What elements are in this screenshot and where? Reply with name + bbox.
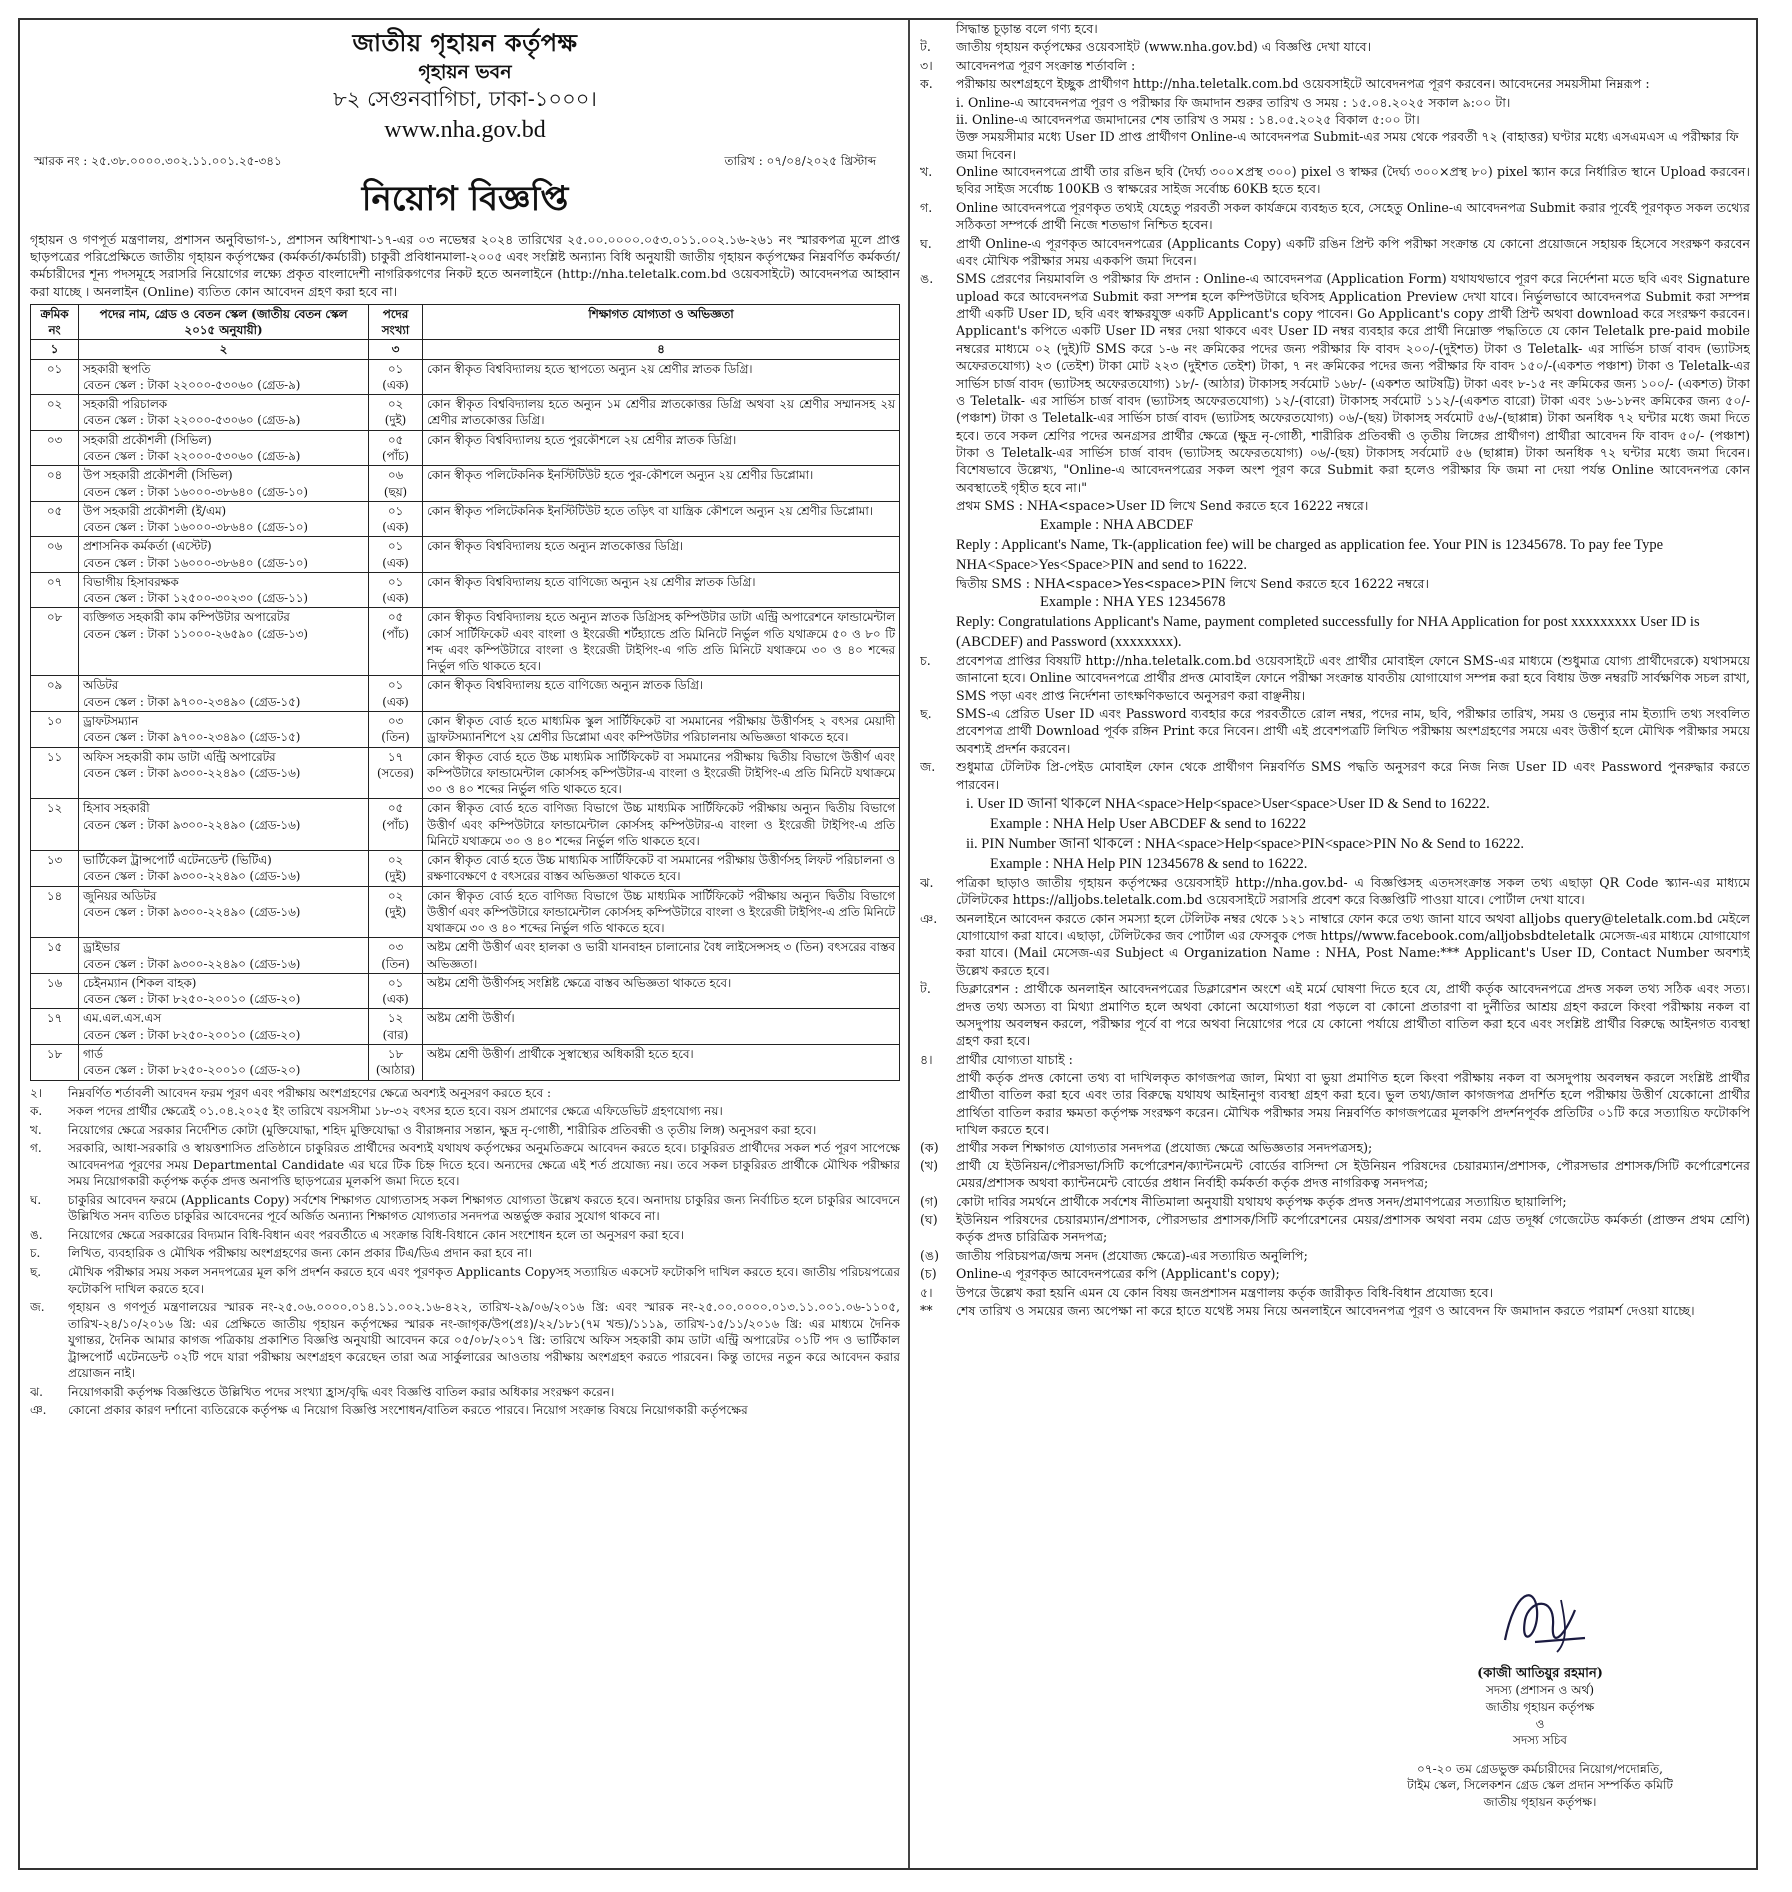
document-marker: (গ) (920, 1193, 939, 1209)
post-count-word: (তিন) (381, 730, 410, 745)
serial-cell: ১৮ (31, 1045, 79, 1081)
post-cell (79, 501, 369, 537)
post-cell (79, 537, 369, 573)
post-name: সহকারী প্রকৌশলী (সিভিল) (83, 432, 212, 447)
pay-scale: বেতন স্কেল : টাকা ১৬০০০-৩৮৬৪০ (গ্রেড-১০) (83, 484, 309, 499)
count-cell (369, 851, 423, 887)
condition-marker: ক. (30, 1104, 43, 1119)
qualification-cell: কোন স্বীকৃত বোর্ড হতে মাধ্যমিক স্কুল সার্টিফিকেট বা সমমানের পরীক্ষায় উত্তীর্ণসহ ২ বৎসর মেয়াদী ড্রাফটসম্যানশিপে ২য় শ্রেণীর ডিপ্লোমা এবং কম্পিউটার পরিচালনায় অভিজ্ঞতা থাকতে হবে। (423, 711, 900, 747)
post-name: এম.এল.এস.এস (83, 1011, 162, 1026)
condition-marker: ২। (30, 1085, 43, 1100)
conditions-list (30, 1085, 900, 1419)
count-cell (369, 938, 423, 974)
post-count: ০১ (387, 539, 404, 554)
item-kh-photo: খ. Online আবেদনপত্রে প্রার্থী তার রঙিন ছবি (দৈর্ঘ্য ৩০০×প্রস্থ ৩০০) pixel ও স্বাক্ষর (দৈর্ঘ্য ৩০০×প্রস্থ ৮০) pixel স্ক্যান করে নির্ধারিত স্থানে Upload করবেন। ছবির সাইজ সর্বোচ্চ 100KB ও স্বাক্ষরের সাইজ সর্বোচ্চ 60KB হতে হবে। (920, 164, 1750, 197)
pay-scale: বেতন স্কেল : টাকা ৯৭০০-২৩৪৯০ (গ্রেড-১৫) (83, 694, 301, 709)
section-4-title: ৪। প্রার্থীর যোগ্যতা যাচাই : (920, 1051, 1073, 1067)
memo-row (30, 147, 900, 170)
documents-list (920, 1139, 1750, 1320)
post-name: ভার্টিকেল ট্রান্সপোর্ট এটেনডেন্ট (ভিটিএ) (83, 853, 272, 868)
condition-text: সকল পদের প্রার্থীর ক্ষেত্রেই ০১.০৪.২০২৫ ইং তারিখে বয়সসীমা ১৮-৩২ বৎসর হতে হবে। বয়স প্রমাণের ক্ষেত্রে এফিডেভিট গ্রহণযোগ্য নয়। (68, 1104, 723, 1119)
post-count: ০৫ (387, 432, 404, 447)
condition-item (30, 1085, 900, 1102)
post-count-word: (এক) (382, 591, 409, 606)
qualification-cell: অষ্টম শ্রেণী উত্তীর্ণ। (423, 1009, 900, 1045)
sms-second-reply: Reply: Congratulations Applicant's Name, payment completed successfully for NHA Application for post xxxxxxxxx User ID is (ABCDEF) and Password (xxxxxxxx). (956, 613, 1700, 650)
post-count-word: (পাঁচ) (382, 448, 409, 463)
signatory-title-6: টাইম স্কেল, সিলেকশন গ্রেড স্কেল প্রদান সম্পর্কিত কমিটি (1407, 1778, 1673, 1793)
table-row (31, 395, 900, 431)
section-3-title: ৩। আবেদনপত্র পূরণ সংক্রান্ত শর্তাবলি : (920, 57, 1136, 73)
document-marker: (ঘ) (920, 1212, 938, 1227)
pay-scale: বেতন স্কেল : টাকা ৯৭০০-২৩৪৯০ (গ্রেড-১৫) (83, 730, 301, 745)
post-count: ০১ (387, 975, 404, 990)
post-count-word: (দুই) (384, 869, 407, 884)
signature-mark (1465, 1580, 1615, 1660)
recovery-userid: i. User ID জানা থাকলে NHA<space>Help<space>User<space>User ID & Send to 16222. (966, 795, 1490, 812)
col-num: ৩ (369, 340, 423, 359)
post-count: ১৮ (387, 1047, 404, 1062)
building-name: গৃহায়ন ভবন (418, 61, 512, 84)
table-row (31, 359, 900, 395)
signatory-title-5: ০৭-২০ তম গ্রেডভুক্ত কর্মচারীদের নিয়োগ/পদোন্নতি, (1417, 1761, 1663, 1776)
document-text: জাতীয় পরিচয়পত্র/জন্ম সনদ (প্রযোজ্য ক্ষেত্রে)-এর সত্যায়িত অনুলিপি; (956, 1247, 1308, 1263)
table-row (31, 466, 900, 502)
count-cell (369, 886, 423, 938)
serial-cell: ১৭ (31, 1009, 79, 1045)
document-text: উপরে উল্লেখ করা হয়নি এমন যে কোন বিষয় জনপ্রশাসন মন্ত্রণালয় কর্তৃক জারীকৃত বিধি-বিধান প্রযোজ্য হবে। (956, 1284, 1494, 1300)
letterhead (30, 20, 900, 147)
document-item (920, 1157, 1750, 1192)
item-g-info: গ. Online আবেদনপত্রে পূরণকৃত তথ্যই যেহেতু পরবর্তী সকল কার্যক্রমে ব্যবহৃত হবে, সেহেতু Online-এ আবেদনপত্র Submit করার পূর্বেই পূরণকৃত সকল তথ্যের সঠিকতা সম্পর্কে প্রার্থী নিজে শতভাগ নিশ্চিত হবেন। (920, 199, 1750, 233)
condition-text: নিম্নবর্ণিত শর্তাবলী আবেদন ফরম পূরণ এবং পরীক্ষায় অংশগ্রহণের ক্ষেত্রে অবশ্যই অনুসরণ করতে হবে : (68, 1085, 552, 1100)
count-cell (369, 676, 423, 712)
column-divider (908, 20, 910, 1868)
serial-cell: ০৮ (31, 608, 79, 676)
post-count-word: (এক) (382, 555, 409, 570)
table-row (31, 676, 900, 712)
serial-cell: ১৩ (31, 851, 79, 887)
post-name: ব্যক্তিগত সহকারী কাম কম্পিউটার অপারেটর (83, 610, 290, 625)
post-cell (79, 973, 369, 1009)
item-chh-download: ছ. SMS-এ প্রেরিত User ID এবং Password ব্যবহার করে পরবর্তীতে রোল নম্বর, পদের নাম, ছবি, পরীক্ষার তারিখ, সময় ও ভেন্যুর নাম ইত্যাদি তথ্য সংবলিত প্রবেশপত্র প্রার্থী Download পূর্বক রঙ্গিন Print করে নিবেন। প্রার্থী এই প্রবেশপত্রটি লিখিত পরীক্ষায় অংশগ্রহণের সময়ে এবং উত্তীর্ণ হলে মৌখিক পরীক্ষার সময়ে অবশ্যই প্রদর্শন করবেন। (920, 706, 1750, 756)
pay-scale: বেতন স্কেল : টাকা ৮২৫০-২০০১০ (গ্রেড-২০) (83, 1063, 301, 1078)
post-name: সহকারী স্থপতি (83, 361, 151, 376)
item-ny-help: ঞ. অনলাইনে আবেদন করতে কোন সমস্যা হলে টেলিটক নম্বর থেকে ১২১ নাম্বারে ফোন করে তথ্য জানা যাবে অথবা alljobs query@teletalk.com.bd মেইলে যোগাযোগ করা যাবে। এছাড়া, টেলিটকের জব পোর্টাল এর ফেসবুক পেজ https//www.facebook.com/alljobsbdteletalk মেসেজ-এর মাধ্যমে যোগাযোগ করা যাবে। (Mail মেসেজ-এর Subject এ Organization Name : NHA, Post Name:*** Applicant's User ID, Contact Number অবশ্যই উল্লেখ করতে হবে। (920, 910, 1750, 978)
post-count-word: (দুই) (384, 904, 407, 919)
col-num: ২ (79, 340, 369, 359)
pay-scale: বেতন স্কেল : টাকা ১৬০০০-৩৮৬৪০ (গ্রেড-১০) (83, 555, 309, 570)
pay-scale: বেতন স্কেল : টাকা ৯৩০০-২২৪৯০ (গ্রেড-১৬) (83, 765, 301, 780)
document-marker: (ঙ) (920, 1247, 940, 1263)
post-cell (79, 430, 369, 466)
left-column (30, 20, 900, 1868)
serial-cell: ১০ (31, 711, 79, 747)
post-count: ০১ (387, 361, 404, 376)
org-name: জাতীয় গৃহায়ন কর্তৃপক্ষ (352, 28, 578, 57)
post-count-word: (পাঁচ) (382, 817, 409, 832)
table-row (31, 886, 900, 938)
post-count: ০২ (387, 853, 404, 868)
count-cell (369, 973, 423, 1009)
condition-text: নিয়োগের ক্ষেত্রে সরকারের বিদ্যমান বিধি-বিধান এবং পরবর্তীতে এ সংক্রান্ত বিধি-বিধানে কোন সংশোধন হলে তা অনুসরণ করা হবে। (68, 1227, 684, 1242)
signatory-title-3: ও (1535, 1716, 1545, 1731)
document-text: প্রার্থীর সকল শিক্ষাগত যোগ্যতার সনদপত্র (প্রযোজ্য ক্ষেত্রে অভিজ্ঞতার সনদপত্রসহ); (956, 1139, 1373, 1155)
condition-text: চাকুরির আবেদন ফরমে (Applicants Copy) সর্বশেষ শিক্ষাগত যোগ্যতাসহ সকল শিক্ষাগত যোগ্যতা উল্লেখ করতে হবে। অনাদায় চাকুরির জন্য নির্বাচিত হলে চাকুরির আবেদনে উল্লিখিত সনদ ব্যতিত চাকুরির আবেদনের পূর্বে অর্জিত অন্যান্য শিক্ষাগত যোগ্যতার সনদপত্র অন্তর্ভুক্ত করার সুযোগ থাকবে না। (68, 1192, 900, 1224)
qualification-cell: কোন স্বীকৃত পলিটেকনিক ইনস্টিটিউট হতে পুর-কৌশলে অন্যুন ২য় শ্রেণীর ডিপ্লোমা। (423, 466, 900, 502)
item-tt-declaration: ট. ডিক্লারেশন : প্রার্থীকে অনলাইন আবেদনপত্রের ডিক্লারেশন অংশে এই মর্মে ঘোষণা দিতে হবে যে, প্রার্থী কর্তৃক আবেদনপত্রে প্রদত্ত সকল তথ্য সঠিক এবং সত্য। প্রদত্ত তথ্য অসত্য বা মিথ্যা প্রমাণিত হলে অথবা কোনো অযোগ্যতা ধরা পড়লে বা কোনো প্রতারণা বা দুর্নীতির আশ্রয় গ্রহণ করলে কিংবা পরীক্ষায় নকল বা অসদুপায় অবলম্বন করলে, পরীক্ষার পূর্বে বা পরে অথবা নিয়োগের পরে যে কোনো পর্যায়ে প্রার্থীতা বাতিল করা হবে এবং সংশ্লিষ্ট প্রার্থীর বিরুদ্ধে আইনগত ব্যবস্থা গ্রহণ করা হবে। (920, 981, 1750, 1049)
pay-scale: বেতন স্কেল : টাকা ৮২৫০-২০০১০ (গ্রেড-২০) (83, 1027, 301, 1042)
post-name: অডিটর (83, 678, 119, 693)
signatory-name: (কাজী আতিয়ুর রহমান) (1477, 1665, 1603, 1681)
table-header-row (31, 304, 900, 340)
qualification-cell: কোন স্বীকৃত বোর্ড হতে উচ্চ মাধ্যমিক সার্টিফিকেট বা সমমানের পরীক্ষায় দ্বিতীয় বিভাগে উত্তীর্ণ এবং কম্পিউটারে ফান্ডামেন্টাল কোর্সসহ কম্পিউটার-এ বাংলা ও ইংরেজী টাইপিং-এ প্রতি মিনিটে যথাক্রমে ৩০ ও ৪০ শব্দের নির্ভুল গতি থাকতে হবে। (423, 747, 900, 799)
post-cell (79, 851, 369, 887)
post-count: ০১ (387, 678, 404, 693)
continuation-line: সিদ্ধান্ত চূড়ান্ত বলে গণ্য হবে। (956, 21, 1098, 36)
post-count-word: (তিন) (381, 956, 410, 971)
condition-marker: ছ. (30, 1265, 42, 1280)
document-item (920, 1284, 1750, 1301)
application-note: উক্ত সময়সীমার মধ্যে User ID প্রাপ্ত প্রার্থীগণ Online-এ আবেদনপত্র Submit-এর সময় থেকে পরবর্তী ৭২ (বাহাত্তর) ঘণ্টার মধ্যে এসএমএস এ পরীক্ষার ফি জমা দিবেন। (956, 129, 1739, 162)
post-count-word: (ছয়) (383, 484, 408, 499)
condition-marker: ঙ. (30, 1227, 43, 1242)
count-cell (369, 395, 423, 431)
post-count: ০৫ (387, 801, 404, 816)
sms-second: দ্বিতীয় SMS : NHA<space>Yes<space>PIN লিখে Send করতে হবে 16222 নম্বরে। (956, 575, 1429, 591)
col-num: ১ (31, 340, 79, 359)
post-name: বিভাগীয় হিসাবরক্ষক (83, 574, 179, 589)
qualification-cell: কোন স্বীকৃত পলিটেকনিক ইনস্টিটিউট হতে তড়িৎ বা যান্ত্রিক কৌশলে অন্যুন ২য় শ্রেণীর ডিপ্লোমা। (423, 501, 900, 537)
signatory-title-7: জাতীয় গৃহায়ন কর্তৃপক্ষ। (1483, 1794, 1597, 1809)
condition-marker: গ. (30, 1141, 42, 1156)
condition-marker: চ. (30, 1246, 41, 1261)
condition-marker: ঘ. (30, 1192, 42, 1207)
table-row (31, 1009, 900, 1045)
post-name: উপ সহকারী প্রকৌশলী (সিভিল) (83, 468, 233, 483)
item-k-application: ক. পরীক্ষায় অংশগ্রহণে ইচ্ছুক প্রার্থীগণ http://nha.teletalk.com.bd ওয়েবসাইটে আবেদনপত্র পূরণ করবেন। আবেদনের সময়সীমা নিম্নরূপ : (920, 76, 1650, 92)
condition-text: নিয়োগকারী কর্তৃপক্ষ বিজ্ঞপ্তিতে উল্লিখিত পদের সংখ্যা হ্রাস/বৃদ্ধি এবং বিজ্ঞপ্তি বাতিল করার অধিকার সংরক্ষণ করেন। (68, 1384, 615, 1399)
post-count-word: (পাঁচ) (382, 626, 409, 641)
post-name: অফিস সহকারী কাম ডাটা এন্ট্রি অপারেটর (83, 749, 276, 764)
serial-cell: ০৬ (31, 537, 79, 573)
condition-item (30, 1103, 900, 1120)
condition-item (30, 1402, 900, 1419)
signatory-title-4: সদস্য সচিব (1513, 1733, 1567, 1748)
qualification-cell: কোন স্বীকৃত বিশ্ববিদ্যালয় হতে বাণিজ্যে অন্যুন ২য় শ্রেণীর স্নাতক ডিগ্রি। (423, 572, 900, 608)
count-cell (369, 1045, 423, 1081)
item-jh-qr: ঝ. পত্রিকা ছাড়াও জাতীয় গৃহায়ন কর্তৃপক্ষের ওয়েবসাইট http://nha.gov.bd- এ বিজ্ঞপ্তিসহ এতদসংক্রান্ত সকল তথ্য এছাড়া QR Code স্ক্যান-এর মাধ্যমে টেলিটকের https://alljobs.teletalk.com.bd ওয়েবসাইটে সরাসরি প্রবেশ করে বিজ্ঞপ্তিটি পাওয়া যাবে। পোর্টাল দেখা যাবে। (920, 874, 1750, 908)
col-header-post: পদের নাম, গ্রেড ও বেতন স্কেল (জাতীয় বেতন স্কেল ২০১৫ অনুযায়ী) (79, 304, 369, 340)
post-cell (79, 572, 369, 608)
col-num: ৪ (423, 340, 900, 359)
count-cell (369, 466, 423, 502)
count-cell (369, 1009, 423, 1045)
serial-cell: ১১ (31, 747, 79, 799)
sms-first-reply: Reply : Applicant's Name, Tk-(application fee) will be charged as application fee. Your PIN is 12345678. To pay fee Type NHA<Space>Yes<Space>PIN and send to 16222. (956, 536, 1664, 573)
table-row (31, 851, 900, 887)
post-count: ১২ (387, 1011, 404, 1026)
document-text: শেষ তারিখ ও সময়ের জন্য অপেক্ষা না করে হাতে যথেষ্ট সময় নিয়ে অনলাইনে আবেদনপত্র পূরণ ও আবেদন ফি জমাদান করতে পরামর্শ দেওয়া যাচ্ছে। (956, 1302, 1695, 1318)
memo-date: তারিখ : ০৭/০৪/২০২৫ খ্রিস্টাব্দ (724, 154, 876, 169)
item-j-recovery: জ. শুধুমাত্র টেলিটক প্রি-পেইড মোবাইল ফোন থেকে প্রার্থীগণ নিম্নবর্ণিত SMS পদ্ধতি অনুসরণ করে নিজ নিজ User ID এবং Password পুনরুদ্ধার করতে পারবেন। (920, 759, 1750, 792)
col-header-count: পদের সংখ্যা (369, 304, 423, 340)
pay-scale: বেতন স্কেল : টাকা ২২০০০-৫৩০৬০ (গ্রেড-৯) (83, 377, 301, 392)
post-cell (79, 1009, 369, 1045)
post-cell (79, 466, 369, 502)
serial-cell: ১৪ (31, 886, 79, 938)
condition-marker: খ. (30, 1122, 42, 1137)
serial-cell: ০৯ (31, 676, 79, 712)
item-ch-admit: চ. প্রবেশপত্র প্রাপ্তির বিষয়টি http://nha.teletalk.com.bd ওয়েবসাইটে এবং প্রার্থীর মোবাইল ফোনে SMS-এর মাধ্যমে (শুধুমাত্র যোগ্য প্রার্থীদেরকে) যথাসময়ে জানানো হবে। Online আবেদনপত্রে প্রার্থীর প্রদত্ত মোবাইল ফোনে পরীক্ষা সংক্রান্ত যাবতীয় যোগাযোগ সম্পন্ন করা হবে বিধায় উক্ত নম্বরটি সার্বক্ষণিক সচল রাখা, SMS পড়া এবং প্রাপ্ত নির্দেশনা তাৎক্ষণিকভাবে অনুসরণ করা বাঞ্ছনীয়। (920, 652, 1750, 703)
qualification-cell: কোন স্বীকৃত বিশ্ববিদ্যালয় হতে স্থাপত্যে অন্যুন ২য় শ্রেণীর স্নাতক ডিগ্রি। (423, 359, 900, 395)
condition-marker: জ. (30, 1300, 45, 1315)
condition-item (30, 1245, 900, 1262)
org-website[interactable]: www.nha.gov.bd (384, 117, 546, 144)
condition-text: নিয়োগের ক্ষেত্রে সরকার নির্দেশিত কোটা (মুক্তিযোদ্ধা, শহিদ মুক্তিযোদ্ধা ও বীরাঙ্গনার সন্তান, ক্ষুদ্র নৃ-গোষ্ঠী, শারীরিক প্রতিবন্ধী ও তৃতীয় লিঙ্গ) অনুসরণ করা হবে। (68, 1122, 817, 1137)
sms-second-example: Example : NHA YES 12345678 (1040, 593, 1226, 610)
recovery-pin: ii. PIN Number জানা থাকলে : NHA<space>Help<space>PIN<space>PIN No & Send to 16222. (966, 835, 1525, 852)
condition-item (30, 1299, 900, 1382)
notice-title: নিয়োগ বিজ্ঞপ্তি (361, 178, 569, 219)
count-cell (369, 711, 423, 747)
condition-text: মৌখিক পরীক্ষার সময় সকল সনদপত্রের মূল কপি প্রদর্শন করতে হবে এবং পূরণকৃত Applicants Copyসহ সত্যায়িত একসেট ফটোকপি দাখিল করতে হবে। জাতীয় পরিচয়পত্রের ফটোকপি দাখিল করতে হবে। (68, 1265, 900, 1296)
item-t-website: ট. জাতীয় গৃহায়ন কর্তৃপক্ষের ওয়েবসাইট (www.nha.gov.bd) এ বিজ্ঞপ্তি দেখা যাবে। (920, 39, 1372, 55)
condition-marker: ঞ. (30, 1403, 47, 1418)
document-text: ইউনিয়ন পরিষদের চেয়ারম্যান/প্রশাসক, পৌরসভার প্রশাসক/সিটি কর্পোরেশনের মেয়র/প্রশাসক অথবা নবম গ্রেড তদূর্ধ্ব গেজেটেড কর্মকর্তা (প্রাক্তন প্রথম শ্রেণি) কর্তৃক প্রদত্ত চারিত্রিক সনদপত্র; (956, 1212, 1750, 1245)
count-cell (369, 537, 423, 573)
post-name: প্রশাসনিক কর্মকর্তা (এস্টেট) (83, 539, 212, 554)
table-row (31, 430, 900, 466)
table-row (31, 973, 900, 1009)
pay-scale: বেতন স্কেল : টাকা ৯৩০০-২২৪৯০ (গ্রেড-১৬) (83, 869, 301, 884)
right-column (920, 20, 1750, 1868)
qualification-cell: অষ্টম শ্রেণী উত্তীর্ণ। প্রার্থীকে সুস্বাস্থ্যের অধিকারী হতে হবে। (423, 1045, 900, 1081)
post-cell (79, 1045, 369, 1081)
post-count: ০২ (387, 397, 404, 412)
condition-text: কোনো প্রকার কারণ দর্শানো ব্যতিরেকে কর্তৃপক্ষ এ নিয়োগ বিজ্ঞপ্তি সংশোধন/বাতিল করতে পারবে। নিয়োগ সংক্রান্ত বিষয়ে নিয়োগকারী কর্তৃপক্ষের (68, 1403, 748, 1418)
post-cell (79, 938, 369, 974)
document-item (920, 1193, 1750, 1210)
pay-scale: বেতন স্কেল : টাকা ১১০০০-২৬৫৯০ (গ্রেড-১৩) (83, 626, 309, 641)
table-row (31, 501, 900, 537)
item-ng-sms: ঙ. SMS প্রেরণের নিয়মাবলি ও পরীক্ষার ফি প্রদান : Online-এ আবেদনপত্র (Application Form) যথাযথভাবে পূরণ করে নির্দেশনা মতে ছবি এবং Signature upload করে আবেদনপত্র Submit করা সম্পন্ন হলে কম্পিউটারে ছবিসহ Application Preview দেখা যাবে। নির্ভুলভাবে আবেদনপত্র Submit করা সম্পন্ন প্রার্থী একটি User ID, ছবি এবং স্বাক্ষরযুক্ত একটি Applicant's copy পাবেন। Go Applicant's copy প্রার্থী প্রিন্ট অথবা download করে সংরক্ষণ করবেন। Applicant's কপিতে একটি User ID নম্বর দেয়া থাকবে এবং User ID নম্বর ব্যবহার করে প্রার্থী নিম্নোক্ত পদ্ধতিতে যে কোন Teletalk pre-paid mobile নম্বরের মাধ্যমে ০২ (দুই)টি SMS করে ১-৬ নং ক্রমিকের পদের জন্য পরীক্ষার ফি বাবদ ২০০/-(দুইশত) টাকা ও Teletalk- এর সার্ভিস চার্জ বাবদ (ভ্যাটসহ অফেরতযোগ্য) ২৩ (তেইশ) টাকা মোট ২২৩ (দুইশত তেইশ) টাকা, ৭ নং ক্রমিকের পদের জন্য পরীক্ষার ফি বাবদ ১৫০/-(একশত পঞ্চাশ) টাকা ও Teletalk-এর সার্ভিস চার্জ বাবদ (ভ্যাটসহ অফেরতযোগ্য) ১৮/- (আঠার) টাকাসহ সর্বমোট ১৬৮/- (একশত আটষট্টি) টাকা এবং ৮-১৫ নং ক্রমিকের জন্য ১০০/- (একশত) টাকা ও Teletalk- এর সার্ভিস চার্জ বাবদ (ভ্যাটসহ অফেরতযোগ্য) ১২/-(বারো) টাকাসহ সর্বমোট ১১২/-(একশত বারো) টাকা এবং ১৬-১৮নং ক্রমিকের জন্য ৫০/- (পঞ্চাশ) টাকা ও Teletalk-এর সার্ভিস চার্জ বাবদ (ভ্যাটসহ অফেরতযোগ্য) ০৬/-(ছয়) টাকাসহ সর্বমোট ৫৬/-(ছাপ্পান্ন) টাকা অনধিক ৭২ ঘন্টার মধ্যে জমা দিতে হবে। তবে সকল শ্রেণির পদের অনগ্রসর প্রার্থীর ক্ষেত্রে (ক্ষুদ্র নৃ-গোষ্ঠী, শারীরিক প্রতিবন্ধী ও তৃতীয় লিঙ্গের প্রার্থীগণ) প্রার্থীরা আবেদন ফি বাবদ ৫০/- (পঞ্চাশ) টাকা ও Teletalk-এর সার্ভিস চার্জ বাবদ (ভ্যাটসহ অফেরতযোগ্য) ০৬/-(ছয়) টাকাসহ সর্বমোট ৫৬ (ছাপ্পান্ন) টাকা অনধিক ৭২ ঘন্টার মধ্যে জমা দিবেন। বিশেষভাবে উল্লেখ্য, "Online-এ আবেদনপত্রের সকল অংশ পূরণ করে Submit করা হলেও পরীক্ষার ফি জমা না দেয়া পর্যন্ত Online আবেদনপত্র কোন অবস্থাতেই গৃহীত হবে না।" (920, 271, 1750, 495)
document-item (920, 1265, 1750, 1282)
signatory-title-2: জাতীয় গৃহায়ন কর্তৃপক্ষ (1485, 1700, 1595, 1715)
post-name: ড্রাইভার (83, 940, 120, 955)
post-count: ০২ (387, 888, 404, 903)
document-marker: (চ) (920, 1266, 937, 1282)
pay-scale: বেতন স্কেল : টাকা ১৬০০০-৩৮৬৪০ (গ্রেড-১০) (83, 520, 309, 535)
memo-number: স্মারক নং : ২৫.৩৮.০০০০.৩০২.১১.০০১.২৫-৩৪১ (34, 154, 282, 169)
table-row (31, 938, 900, 974)
condition-text: গৃহায়ন ও গণপূর্ত মন্ত্রণালয়ের স্মারক নং-২৫.০৬.০০০০.০১৪.১১.০০২.১৬-৪২২, তারিখ-২৯/০৬/২০১৬ খ্রি: এবং স্মারক নং-২৫.০০.০০০০.০১৩.১১.০০১.০৬-১১০৫, তারিখ-২৪/১০/২০১৬ খ্রি: এর প্রেক্ষিতে জাতীয় গৃহায়ন কর্তৃপক্ষের স্মারক নং-জাগৃক/উপ(প্রঃ)/২২/১৮১(৭ম খন্ড)/১১১৯, তারিখ-১৫/১১/২০১৬ খ্রি: এর মাধ্যমে দৈনিক যুগান্তর, দৈনিক আমার কাগজ পত্রিকায় প্রকাশিত বিজ্ঞপ্তি অনুযায়ী আবেদন করে ০৫/০৮/২০১৭ খ্রি: তারিখে অফিস সহকারী কাম ডাটা এন্ট্রি অপারেটর ০১টি পদ ও ভার্টিকাল ট্রান্সপোর্ট এটেনডেন্ট ০২টি পদে যারা পরীক্ষায় অংশগ্রহণ করেছেন তারা অত্র সার্কুলারের আওতায় পরীক্ষায় অংশগ্রহণ করতে পারবেন। কিন্তু তাদের নতুন করে আবেদন করার প্রয়োজন নাই। (68, 1300, 900, 1381)
post-name: গার্ড (83, 1047, 103, 1062)
count-cell (369, 799, 423, 851)
intro-paragraph: গৃহায়ন ও গণপূর্ত মন্ত্রণালয়, প্রশাসন অনুবিভাগ-১, প্রশাসন অধিশাখা-১৭-এর ০৩ নভেম্বর ২০২৪ তারিখের ২৫.০০.০০০০.০৫৩.০১১.০০২.১৬-২৬১ নং স্মারকপত্র মূলে প্রাপ্ত ছাড়পত্রের পরিপ্রেক্ষিতে জাতীয় গৃহায়ন কর্তৃপক্ষের (কর্মকর্তা/কর্মচারী) চাকুরী প্রবিধানমালা-২০০৫ এবং সংশ্লিষ্ট অন্যান্য বিধি অনুযায়ী জাতীয় গৃহায়ন কর্তৃপক্ষের নিম্নবর্ণিত কর্মকর্তা/কর্মচারীদের শূন্য পদসমূহে সরাসরি নিয়োগের লক্ষ্যে প্রকৃত বাংলাদেশী নাগরিকগণের নিকট হতে অনলাইনে (http://nha.teletalk.com.bd ওয়েবসাইটে) আবেদনপত্র আহ্বান করা যাচ্ছে । অনলাইন (Online) ব্যতিত কোন আবেদন গ্রহণ করা হবে না। (30, 231, 900, 299)
post-count-word: (দুই) (384, 413, 407, 428)
document-marker: ** (920, 1302, 933, 1318)
pay-scale: বেতন স্কেল : টাকা ৯৩০০-২২৪৯০ (গ্রেড-১৬) (83, 956, 301, 971)
signatory-title-1: সদস্য (প্রশাসন ও অর্থ) (1485, 1683, 1595, 1698)
table-row (31, 572, 900, 608)
table-row (31, 1045, 900, 1081)
condition-item (30, 1264, 900, 1297)
count-cell (369, 572, 423, 608)
pay-scale: বেতন স্কেল : টাকা ৯৩০০-২২৪৯০ (গ্রেড-১৬) (83, 904, 301, 919)
count-cell (369, 501, 423, 537)
post-count-word: (বার) (382, 1027, 409, 1042)
condition-marker: ঝ. (30, 1384, 43, 1399)
document-marker: (খ) (920, 1157, 939, 1173)
serial-cell: ০৭ (31, 572, 79, 608)
document-item (920, 1139, 1750, 1156)
post-cell (79, 359, 369, 395)
document-text: Online-এ পূরণকৃত আবেদনপত্রের কপি (Applicant's copy); (956, 1266, 1280, 1282)
condition-text: সরকারি, আধা-সরকারি ও স্বায়ত্তশাসিত প্রতিষ্ঠানে চাকুরিরত প্রার্থীদের অবশ্যই যথাযথ কর্তৃপক্ষের অনুমতিক্রমে আবেদন করতে হবে। চাকুরিরত প্রার্থীদের সকল শর্ত পূরণ সাপেক্ষে আবেদনপত্র পূরণের সময় Departmental Candidate এর ঘরে টিক চিহ্ন দিতে হবে। অন্যদের ক্ষেত্রে এই শর্ত প্রযোজ্য নয়। তবে সকল চাকুরিরত প্রার্থীকে মৌখিক পরীক্ষার সময় নিয়োগকারী কর্তৃপক্ষ কর্তৃক প্রদত্ত অনাপত্তি ছাড়পত্রের মূলকপি জমা দিতে হবে। (68, 1141, 900, 1189)
count-cell (369, 608, 423, 676)
qualification-cell: কোন স্বীকৃত বিশ্ববিদ্যালয় হতে পুরকৌশলে ২য় শ্রেণীর স্নাতক ডিগ্রি। (423, 430, 900, 466)
post-count: ০৩ (387, 713, 404, 728)
sms-first: প্রথম SMS : NHA<space>User ID লিখে Send করতে হবে 16222 নম্বরে। (956, 498, 1369, 514)
serial-cell: ১২ (31, 799, 79, 851)
serial-cell: ০৩ (31, 430, 79, 466)
post-name: উপ সহকারী প্রকৌশলী (ই/এম) (83, 503, 227, 518)
post-count-word: (এক) (382, 377, 409, 392)
post-cell (79, 799, 369, 851)
post-count-word: (এক) (382, 520, 409, 535)
application-start: i. Online-এ আবেদনপত্র পূরণ ও পরীক্ষার ফি জমাদান শুরুর তারিখ ও সময় : ১৫.০৪.২০২৫ সকাল ৯:০০ টা। (956, 94, 1511, 110)
post-cell (79, 395, 369, 431)
pay-scale: বেতন স্কেল : টাকা ২২০০০-৫৩০৬০ (গ্রেড-৯) (83, 413, 301, 428)
qualification-cell: অষ্টম শ্রেণী উত্তীর্ণসহ সংশ্লিষ্ট ক্ষেত্রে বাস্তব অভিজ্ঞতা থাকতে হবে। (423, 973, 900, 1009)
serial-cell: ০২ (31, 395, 79, 431)
pay-scale: বেতন স্কেল : টাকা ২২০০০-৫৩০৬০ (গ্রেড-৯) (83, 448, 301, 463)
item-gh-copy: ঘ. প্রার্থী Online-এ পূরণকৃত আবেদনপত্রের (Applicants Copy) একটি রঙিন প্রিন্ট কপি পরীক্ষা সংক্রান্ত যে কোনো প্রয়োজনে সহায়ক হিসেবে সংরক্ষণ করবেন এবং মৌখিক পরীক্ষার সময় এককপি জমা দিবেন। (920, 235, 1750, 268)
qualification-cell: কোন স্বীকৃত বিশ্ববিদ্যালয় হতে বাণিজ্যে অন্যুন স্নাতক ডিগ্রি। (423, 676, 900, 712)
qualification-cell: কোন স্বীকৃত বোর্ড হতে উচ্চ মাধ্যমিক সার্টিফিকেট বা সমমানের পরীক্ষায় উত্তীর্ণসহ লিফট পরিচালনা ও রক্ষণাবেক্ষণে ৫ বৎসরের বাস্তব অভিজ্ঞতা থাকতে হবে। (423, 851, 900, 887)
serial-cell: ০১ (31, 359, 79, 395)
signature-block (1390, 1580, 1690, 1810)
table-number-row (31, 340, 900, 359)
condition-item (30, 1384, 900, 1401)
post-name: সহকারী পরিচালক (83, 397, 167, 412)
table-row (31, 711, 900, 747)
posts-table (30, 304, 900, 1081)
qualification-cell: অষ্টম শ্রেণী উত্তীর্ণ এবং হালকা ও ভারী যানবাহন চালানোর বৈধ লাইসেন্সসহ ৩ (তিন) বৎসরের বাস্তব অভিজ্ঞতা। (423, 938, 900, 974)
post-count: ০১ (387, 503, 404, 518)
section-4-body: প্রার্থী কর্তৃক প্রদত্ত কোনো তথ্য বা দাখিলকৃত কাগজপত্র জাল, মিথ্যা বা ভুয়া প্রমাণিত হলে কিংবা পরীক্ষায় নকল বা অসদুপায় অবলম্বন করলে সংশ্লিষ্ট প্রার্থীর প্রার্থীতা বাতিল করা হবে এবং তার বিরুদ্ধে যথাযথ আইনানুগ ব্যবস্থা গ্রহণ করা হবে। ভুল তথ্য/জাল কাগজপত্র প্রদর্শিত হলে পরীক্ষায় উত্তীর্ণ যেকোনো প্রার্থীর প্রার্থিতা বাতিল করার ক্ষমতা কর্তৃপক্ষ সংরক্ষণ করেন। মৌখিক পরীক্ষার সময় নিম্নবর্ণিত কাগজপত্রের মূলকপি প্রদর্শনপূর্বক প্রতিটির ০১টি করে সত্যায়িত ফটোকপি দাখিল করতে হবে। (956, 1070, 1750, 1138)
post-count-word: (এক) (382, 992, 409, 1007)
condition-text: লিখিত, ব্যবহারিক ও মৌখিক পরীক্ষায় অংশগ্রহণের জন্য কোন প্রকার টিএ/ডিএ প্রদান করা হবে না। (68, 1246, 533, 1261)
serial-cell: ১৫ (31, 938, 79, 974)
post-count: ০১ (387, 574, 404, 589)
table-row (31, 537, 900, 573)
qualification-cell: কোন স্বীকৃত বোর্ড হতে বাণিজ্য বিভাগে উচ্চ মাধ্যমিক সার্টিফিকেট পরীক্ষায় অন্যুন দ্বিতীয় বিভাগে উত্তীর্ণ এবং কম্পিউটারে ফান্ডামেন্টাল কোর্সসহ কম্পিউটার-এ বাংলা ও ইংরেজী টাইপিং-এ প্রতি মিনিটে যথাক্রমে ৩০ ও ৪০ শব্দের নির্ভুল গতি থাকতে হবে। (423, 799, 900, 851)
table-row (31, 747, 900, 799)
sms-first-example: Example : NHA ABCDEF (1040, 516, 1194, 533)
pay-scale: বেতন স্কেল : টাকা ৯৩০০-২২৪৯০ (গ্রেড-১৬) (83, 817, 301, 832)
application-end: ii. Online-এ আবেদনপত্র জমাদানের শেষ তারিখ ও সময় : ১৪.০৫.২০২৫ বিকাল ৫:০০ টা। (956, 111, 1420, 127)
pay-scale: বেতন স্কেল : টাকা ৮২৫০-২০০১০ (গ্রেড-২০) (83, 992, 301, 1007)
qualification-cell: কোন স্বীকৃত বিশ্ববিদ্যালয় হতে অন্যুন ১ম শ্রেণীর স্নাতকোত্তর ডিগ্রি অথবা ২য় শ্রেণীর সম্মানসহ ২য় শ্রেণীর স্নাতকোত্তর ডিগ্রি। (423, 395, 900, 431)
post-count: ০৬ (387, 468, 404, 483)
document-marker: ৫। (920, 1284, 933, 1300)
qualification-cell: কোন স্বীকৃত বিশ্ববিদ্যালয় হতে অন্যুন স্নাতক ডিগ্রিসহ কম্পিউটার ডাটা এন্ট্রি অপারেশনে ফান্ডামেন্টাল কোর্স সার্টিফিকেট এবং বাংলা ও ইংরেজী শর্টহ্যান্ডে প্রতি মিনিটে নির্ভুল গতি যথাক্রমে ৫০ ও ৮০ টি শব্দ এবং কম্পিউটারে বাংলা ও ইংরেজী টাইপিং-এ গতি প্রতি মিনিটে যথাক্রমে ৩০ ও ৪০ শব্দের নির্ভুল গতি থাকতে হবে। (423, 608, 900, 676)
recovery-userid-example: Example : NHA Help User ABCDEF & send to 16222 (990, 815, 1307, 832)
document-marker: (ক) (920, 1139, 939, 1155)
serial-cell: ০৫ (31, 501, 79, 537)
table-row (31, 799, 900, 851)
post-count-word: (সতের) (376, 765, 415, 780)
serial-cell: ০৪ (31, 466, 79, 502)
post-cell (79, 711, 369, 747)
post-name: ড্রাফটসম্যান (83, 713, 139, 728)
post-cell (79, 747, 369, 799)
table-body (31, 359, 900, 1080)
condition-item (30, 1140, 900, 1190)
document-text: কোটা দাবির সমর্থনে প্রার্থীকে সর্বশেষ নীতিমালা অনুযায়ী যথাযথ কর্তৃপক্ষ কর্তৃক প্রদত্ত সনদ/প্রমাণপত্রের সত্যায়িত ছায়ালিপি; (956, 1193, 1567, 1209)
qualification-cell: কোন স্বীকৃত বোর্ড হতে বাণিজ্য বিভাগে উচ্চ মাধ্যমিক সার্টিফিকেট পরীক্ষায় অন্যুন দ্বিতীয় বিভাগে উত্তীর্ণ এবং কম্পিউটারে ফান্ডামেন্টাল কোর্সসহ কম্পিউটারে বাংলা ও ইংরেজী টাইপিং-এ প্রতি মিনিটে যথাক্রমে ৩০ ও ৪০ শব্দের নির্ভুল গতি থাকতে হবে। (423, 886, 900, 938)
org-address: ৮২ সেগুনবাগিচা, ঢাকা-১০০০। (333, 87, 597, 112)
post-count-word: (এক) (382, 694, 409, 709)
document-text: প্রার্থী যে ইউনিয়ন/পৌরসভা/সিটি কর্পোরেশন/ক্যান্টনমেন্ট বোর্ডের বাসিন্দা সে ইউনিয়ন পরিষদের চেয়ারম্যান/প্রশাসক, পৌরসভার প্রশাসক/সিটি কর্পোরেশনের মেয়র/প্রশাসক অথবা ক্যান্টনমেন্ট বোর্ডের প্রধান নির্বাহী কর্মকর্তা কর্তৃক প্রদত্ত নাগরিকত্ব সনদপত্র; (956, 1157, 1750, 1191)
post-name: জুনিয়র অডিটর (83, 888, 157, 903)
recovery-pin-example: Example : NHA Help PIN 12345678 & send to 16222. (990, 855, 1308, 872)
post-name: হিসাব সহকারী (83, 801, 150, 816)
table-row (31, 608, 900, 676)
qualification-cell: কোন স্বীকৃত বিশ্ববিদ্যালয় হতে অন্যুন স্নাতকোত্তর ডিগ্রি। (423, 537, 900, 573)
count-cell (369, 359, 423, 395)
document-item (920, 1247, 1750, 1264)
post-count: ০৩ (387, 940, 404, 955)
count-cell (369, 430, 423, 466)
post-count: ০৫ (387, 610, 404, 625)
post-count: ১৭ (387, 749, 404, 764)
count-cell (369, 747, 423, 799)
condition-item (30, 1227, 900, 1244)
condition-item (30, 1192, 900, 1225)
col-header-qualification: শিক্ষাগত যোগ্যতা ও অভিজ্ঞতা (423, 304, 900, 340)
document-item (920, 1211, 1750, 1246)
post-cell (79, 676, 369, 712)
post-cell (79, 886, 369, 938)
col-header-serial: ক্রমিক নং (31, 304, 79, 340)
post-count-word: (আঠার) (375, 1063, 416, 1078)
post-name: চেইনম্যান (শিকল বাহক) (83, 975, 197, 990)
serial-cell: ১৬ (31, 973, 79, 1009)
notice-page (18, 18, 1758, 1870)
pay-scale: বেতন স্কেল : টাকা ১২৫০০-৩০২৩০ (গ্রেড-১১) (83, 591, 309, 606)
post-cell (79, 608, 369, 676)
condition-item (30, 1122, 900, 1139)
document-item (920, 1302, 1750, 1319)
